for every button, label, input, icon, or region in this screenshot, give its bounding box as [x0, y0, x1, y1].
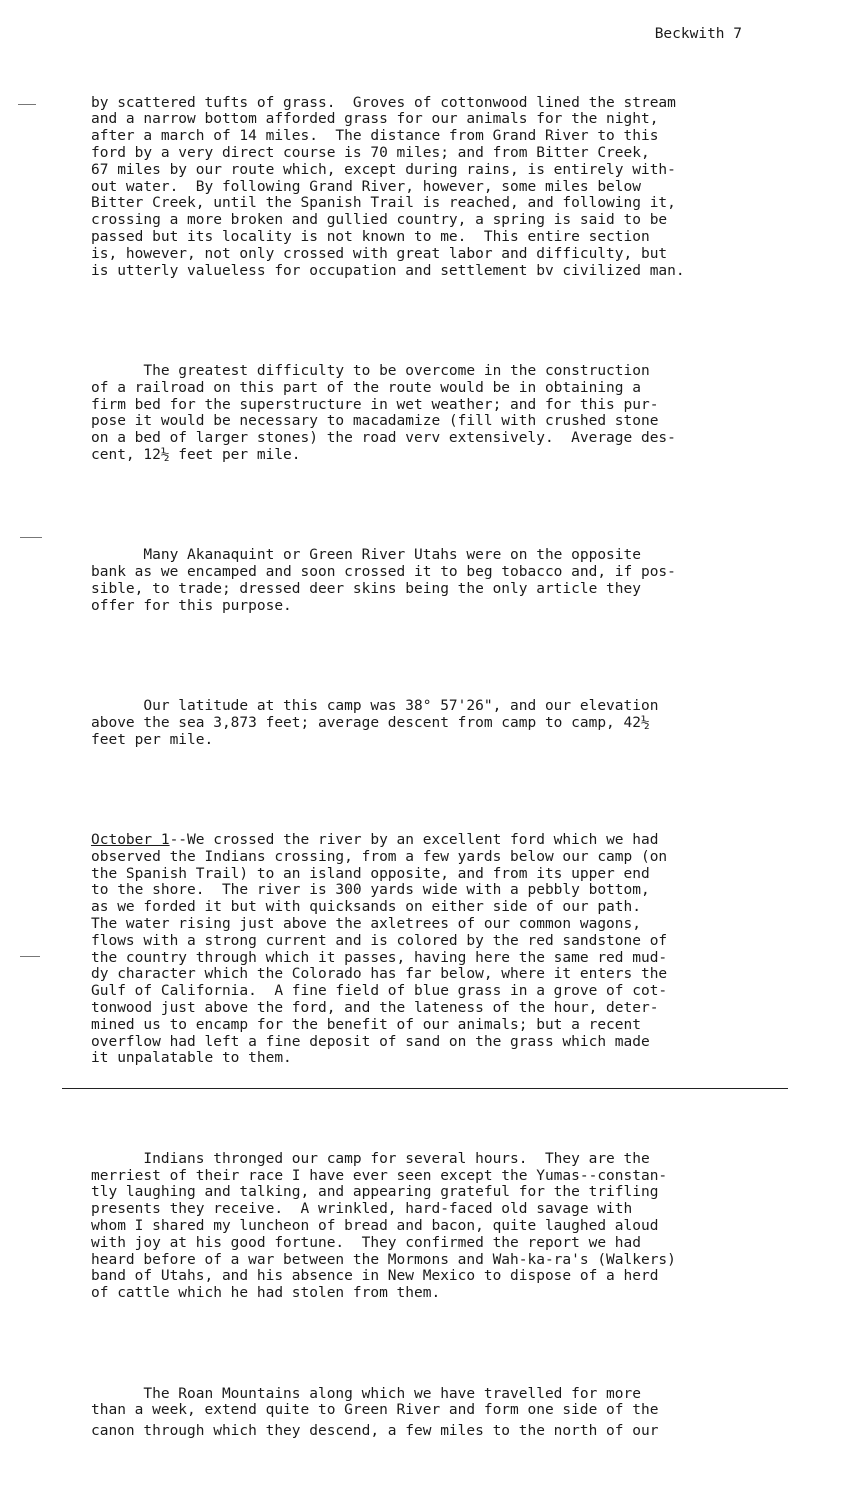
document-body: [91, 61, 781, 1490]
text-line: on a bed of larger stones) the road verv extensively. Average des-: [91, 430, 676, 447]
text-line: merriest of their race I have ever seen except the Yumas--constan-: [91, 1167, 668, 1184]
text-line: presents they receive. A wrinkled, hard-faced old savage with: [91, 1201, 633, 1218]
text-line: with joy at his good fortune. They confirmed the report we had: [91, 1234, 641, 1251]
text-line: it unpalatable to them.: [91, 1050, 292, 1067]
text-line: feet per mile.: [91, 731, 214, 748]
paragraph-7: [91, 1352, 781, 1474]
text-line: flows with a strong current and is colored by the red sandstone of: [91, 932, 668, 949]
text-line: of a railroad on this part of the route would be in obtaining a: [91, 379, 641, 396]
text-line: tly laughing and talking, and appearing grateful for the trifling: [91, 1184, 659, 1201]
paragraph-4: [91, 664, 781, 782]
text-line: heard before of a war between the Mormons and Wah-ka-ra's (Walkers): [91, 1251, 676, 1268]
text-line: of cattle which he had stolen from them.: [91, 1285, 441, 1302]
paragraph-3: [91, 514, 781, 648]
text-line: observed the Indians crossing, from a few yards below our camp (on: [91, 848, 668, 865]
page-bottom-rule: [62, 1088, 788, 1089]
text-line: canon through which they descend, a few miles to the north of our: [91, 1423, 659, 1440]
text-line: tonwood just above the ford, and the lateness of the hour, deter-: [91, 1000, 659, 1016]
text-line: Bitter Creek, until the Spanish Trail is reached, and following it,: [91, 195, 676, 212]
text-line: Our latitude at this camp was 38° 57'26", and our elevation: [91, 698, 659, 715]
text-line: after a march of 14 miles. The distance from Grand River to this: [91, 128, 659, 145]
text-line: The water rising just above the axletrees of our common wagons,: [91, 916, 641, 933]
paragraph-5: [91, 798, 781, 1100]
text-line: passed but its locality is not known to me. This entire section: [91, 228, 650, 245]
paragraph-1: [91, 61, 781, 313]
text-line: pose it would be necessary to macadamize (fill with crushed stone: [91, 413, 659, 430]
text-line: dy character which the Colorado has far below, where it enters the: [91, 966, 668, 983]
paragraph-6: [91, 1117, 781, 1335]
text-line: sible, to trade; dressed deer skins being the only article they: [91, 580, 641, 597]
text-line: Many Akanaquint or Green River Utahs were on the opposite: [91, 547, 641, 564]
text-line: offer for this purpose.: [91, 597, 292, 614]
text-fragment: --We crossed the river by an excellent ford which we had: [169, 832, 659, 849]
text-line: cent, 12½ feet per mile.: [91, 446, 301, 463]
text-line: [91, 832, 781, 849]
text-line: and a narrow bottom afforded grass for our animals for the night,: [91, 111, 659, 128]
text-line: Gulf of California. A fine field of blue grass in a grove of cot-: [91, 983, 668, 1000]
text-line: out water. By following Grand River, however, some miles below: [91, 178, 641, 195]
running-head: Beckwith 7: [654, 26, 742, 42]
scan-mark: [20, 537, 42, 538]
text-line: firm bed for the superstructure in wet weather; and for this pur-: [91, 396, 659, 413]
text-line: above the sea 3,873 feet; average descent from camp to camp, 42½: [91, 714, 650, 731]
text-line: 67 miles by our route which, except during rains, is entirely with-: [91, 161, 676, 178]
text-line: bank as we encamped and soon crossed it to beg tobacco and, if pos-: [91, 564, 676, 581]
text-line: is utterly valueless for occupation and settlement bv civilized man.: [91, 262, 685, 279]
text-line: The Roan Mountains along which we have travelled for more: [91, 1385, 641, 1402]
text-line: to the shore. The river is 300 yards wide with a pebbly bottom,: [91, 882, 650, 899]
text-line: The greatest difficulty to be overcome in the construction: [91, 362, 650, 379]
text-line: band of Utahs, and his absence in New Mexico to dispose of a herd: [91, 1268, 659, 1285]
text-line: by scattered tufts of grass. Groves of cottonwood lined the stream: [91, 94, 676, 111]
text-line: crossing a more broken and gullied country, a spring is said to be: [91, 212, 668, 229]
text-line: is, however, not only crossed with great labor and difficulty, but: [91, 245, 668, 262]
scan-mark: [20, 956, 40, 957]
text-line: Indians thronged our camp for several hours. They are the: [91, 1150, 650, 1167]
text-line: mined us to encamp for the benefit of our animals; but a recent: [91, 1016, 641, 1033]
text-line: overflow had left a fine deposit of sand on the grass which made: [91, 1033, 650, 1050]
text-line: than a week, extend quite to Green River and form one side of the: [91, 1402, 659, 1419]
paragraph-2: [91, 329, 781, 497]
text-line: as we forded it but with quicksands on either side of our path.: [91, 899, 641, 916]
text-line: whom I shared my luncheon of bread and bacon, quite laughed aloud: [91, 1217, 659, 1234]
text-line: the Spanish Trail) to an island opposite, and from its upper end: [91, 865, 650, 882]
text-line: ford by a very direct course is 70 miles; and from Bitter Creek,: [91, 144, 650, 161]
text-line: the country through which it passes, having here the same red mud-: [91, 949, 668, 966]
date-heading: October 1: [91, 832, 170, 849]
scan-mark: [18, 104, 36, 105]
